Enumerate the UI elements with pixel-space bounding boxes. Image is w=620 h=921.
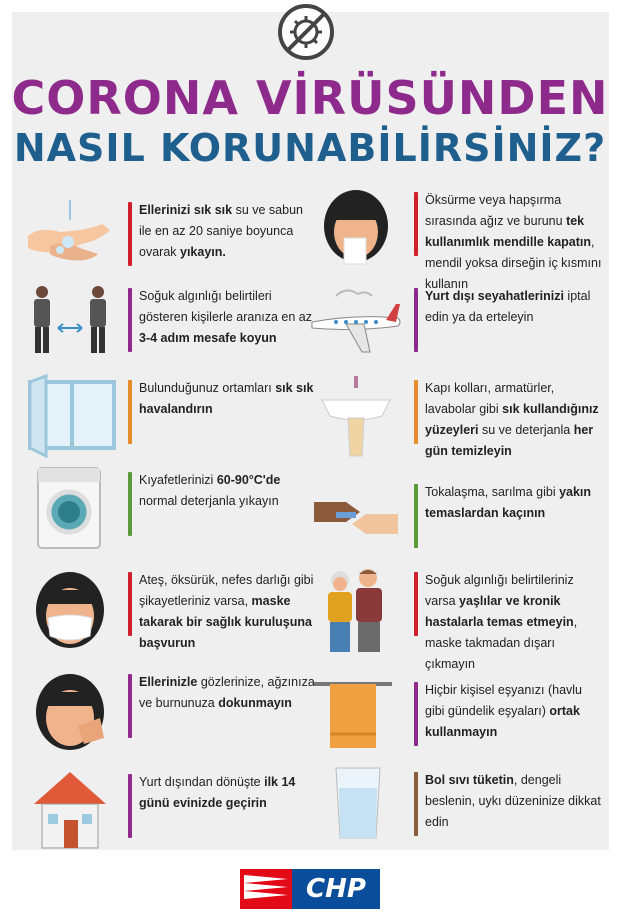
chp-logo xyxy=(240,869,380,909)
tip-fluids xyxy=(306,766,602,856)
tip-text: Hiçbir kişisel eşyanızı (havlu gibi gündelik eşyaları) ortak kullanmayın xyxy=(425,683,582,739)
tip-cover-cough xyxy=(306,186,602,291)
open-window-icon xyxy=(20,374,120,464)
accent-bar xyxy=(128,202,132,266)
tip-clean-surfaces xyxy=(306,374,602,464)
tip-text: Öksürme veya hapşırma sırasında ağız ve burunu tek kullanımlık mendille kapatın, mendil yoksa dirseğin iç kısmını kullanın xyxy=(425,193,602,291)
accent-bar xyxy=(128,774,132,838)
tip-stay-home xyxy=(20,768,316,858)
tip-distance xyxy=(20,282,316,372)
accent-bar xyxy=(414,192,418,256)
tip-protect-elderly xyxy=(306,566,602,671)
tip-avoid-contact xyxy=(306,478,602,568)
tip-mask xyxy=(20,566,316,656)
coughing-person-icon xyxy=(20,668,120,758)
accent-bar xyxy=(128,472,132,536)
tip-text: Ellerinizi sık sık su ve sabun ile en az 20 saniye boyunca ovarak yıkayın. xyxy=(139,203,303,259)
tip-text: Bulunduğunuz ortamları sık sık havalandırın xyxy=(139,381,314,416)
tip-text: Kapı kolları, armatürler, lavabolar gibi sık kullandığınız yüzeyleri su ve deterjanla her gün temizleyin xyxy=(425,381,599,458)
masked-person-icon xyxy=(20,566,120,656)
glass-of-water-icon xyxy=(306,766,406,856)
accent-bar xyxy=(128,572,132,636)
hand-washing-icon xyxy=(20,196,120,286)
tip-text: Soğuk algınlığı belirtileri gösteren kişilerle aranıza en az 3-4 adım mesafe koyun xyxy=(139,289,313,345)
washing-machine-icon xyxy=(20,466,120,556)
tip-text: Kıyafetlerinizi 60-90°C'de normal deterjanla yıkayın xyxy=(139,473,281,508)
accent-bar xyxy=(414,380,418,444)
elderly-couple-icon xyxy=(306,566,406,656)
accent-bar xyxy=(414,288,418,352)
tip-dont-touch-face xyxy=(20,668,316,758)
sink-icon xyxy=(306,374,406,464)
title-line-1: CORONA VİRÜSÜNDEN xyxy=(11,71,609,125)
tip-text: Tokalaşma, sarılma gibi yakın temaslardan kaçının xyxy=(425,485,592,520)
tip-hand-washing xyxy=(20,196,316,286)
tip-travel xyxy=(306,282,602,372)
accent-bar xyxy=(414,572,418,636)
house-icon xyxy=(20,768,120,858)
towel-icon xyxy=(306,676,406,766)
tip-laundry xyxy=(20,466,316,556)
accent-bar xyxy=(128,674,132,738)
airplane-icon xyxy=(306,282,406,372)
no-virus-icon xyxy=(276,2,336,62)
tip-text: Ateş, öksürük, nefes darlığı gibi şikayetleriniz varsa, maske takarak bir sağlık kuruluşuna başvurun xyxy=(139,573,314,650)
accent-bar xyxy=(414,682,418,746)
handshake-icon xyxy=(306,478,406,568)
accent-bar xyxy=(414,484,418,548)
two-people-icon xyxy=(20,282,120,372)
sneezing-person-icon xyxy=(306,186,406,276)
title-line-2: NASIL KORUNABİLİRSİNİZ? xyxy=(13,126,607,170)
tip-ventilate xyxy=(20,374,316,464)
chp-arrows-icon xyxy=(240,869,292,909)
brand-name: CHP xyxy=(306,874,366,904)
tip-text: Yurt dışından dönüşte ilk 14 günü evinizde geçirin xyxy=(139,775,296,810)
accent-bar xyxy=(414,772,418,836)
tip-text: Ellerinizle gözlerinize, ağzınıza ve burnunuza dokunmayın xyxy=(139,675,315,710)
tip-text: Soğuk algınlığı belirtileriniz varsa yaşlılar ve kronik hastalarla temas etmeyin, maske takmadan dışarı çıkmayın xyxy=(425,573,578,671)
accent-bar xyxy=(128,380,132,444)
tip-text: Yurt dışı seyahatlerinizi iptal edin ya da erteleyin xyxy=(425,289,591,324)
tip-text: Bol sıvı tüketin, dengeli beslenin, uykı düzeninize dikkat edin xyxy=(425,773,601,829)
tip-personal-items xyxy=(306,676,602,766)
accent-bar xyxy=(128,288,132,352)
